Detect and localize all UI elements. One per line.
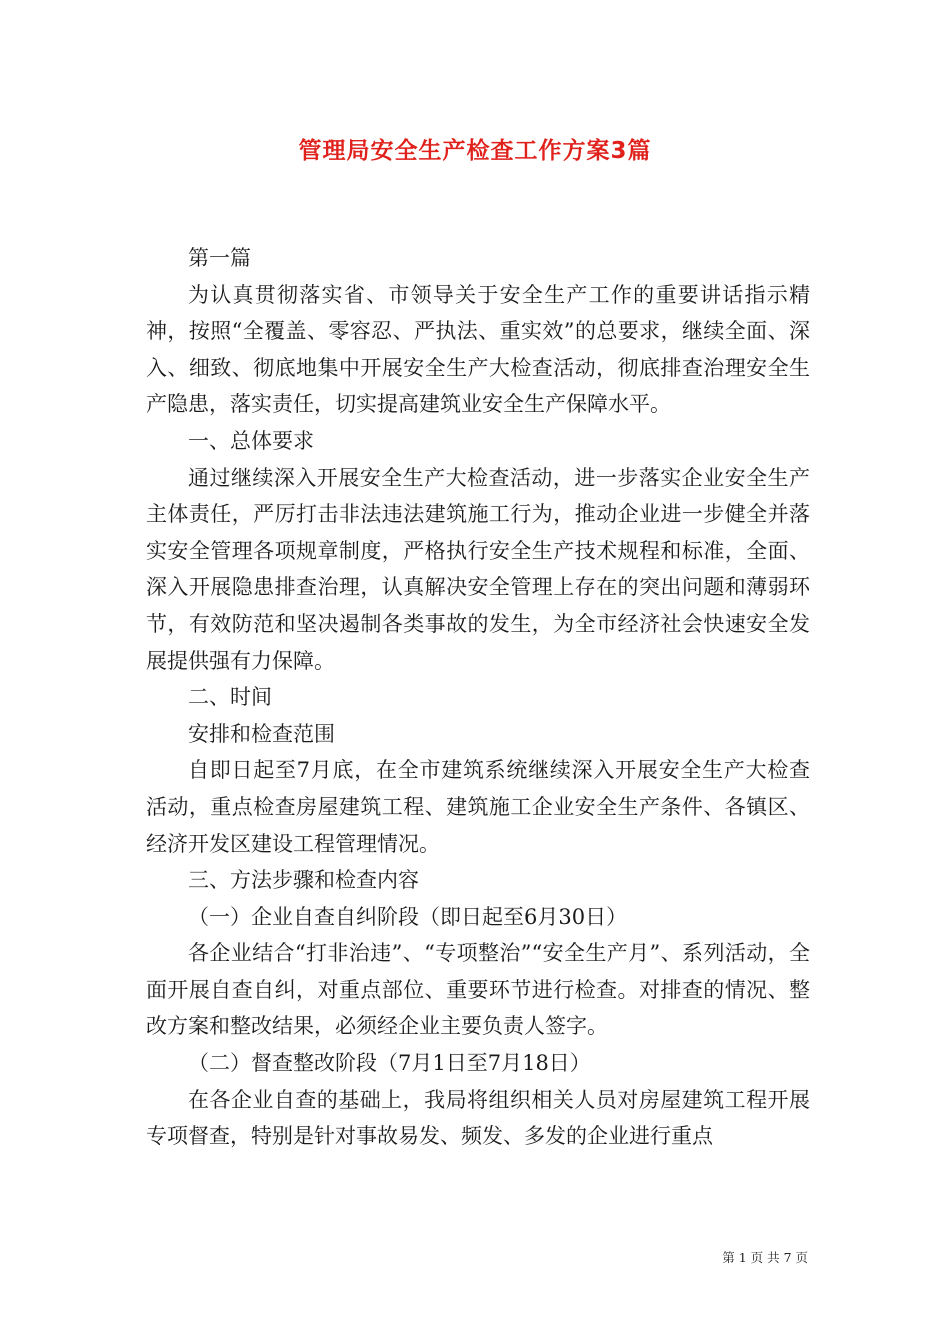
section-heading: 三、方法步骤和检查内容 xyxy=(188,868,419,893)
document-title: 管理局安全生产检查工作方案3篇 xyxy=(298,138,652,164)
paragraph: 在各企业自查的基础上，我局将组织相关人员对房屋建筑工程开展专项督查，特别是针对事故易发、频发、多发的企业进行重点 xyxy=(146,1087,810,1149)
section-label: 第一篇 xyxy=(188,246,251,270)
paragraph: 安排和检查范围 xyxy=(188,721,335,746)
section-heading: 一、总体要求 xyxy=(188,428,314,453)
document-body xyxy=(146,240,810,1155)
paragraph: 自即日起至7月底，在全市建筑系统继续深入开展安全生产大检查活动，重点检查房屋建筑工程、建筑施工企业安全生产条件、各镇区、经济开发区建设工程管理情况。 xyxy=(146,758,810,856)
subsection-heading: （一）企业自查自纠阶段（即日起至6月30日） xyxy=(188,904,628,929)
page-footer: 第 1 页 共 7 页 xyxy=(722,1250,808,1265)
subsection-heading: （二）督查整改阶段（7月1日至7月18日） xyxy=(188,1051,591,1076)
paragraph: 各企业结合“打非治违”、“专项整治”“安全生产月”、系列活动，全面开展自查自纠，对重点部位、重要环节进行检查。对排查的情况、整改方案和整改结果，必须经企业主要负责人签字。 xyxy=(146,941,810,1039)
paragraph: 通过继续深入开展安全生产大检查活动，进一步落实企业安全生产主体责任，严厉打击非法违法建筑施工行为，推动企业进一步健全并落实安全管理各项规章制度，严格执行安全生产技术规程和标准，全面、深入开展隐患排查治理，认真解决安全管理上存在的突出问题和薄弱环节，有效防范和坚决遏制各类事故的发生，为全市经济社会快速安全发展提供强有力保障。 xyxy=(146,465,810,673)
section-heading: 二、时间 xyxy=(188,685,272,710)
paragraph: 为认真贯彻落实省、市领导关于安全生产工作的重要讲话指示精神，按照“全覆盖、零容忍、严执法、重实效”的总要求，继续全面、深入、细致、彻底地集中开展安全生产大检查活动，彻底排查治理安全生产隐患，落实责任，切实提高建筑业安全生产保障水平。 xyxy=(146,282,810,417)
